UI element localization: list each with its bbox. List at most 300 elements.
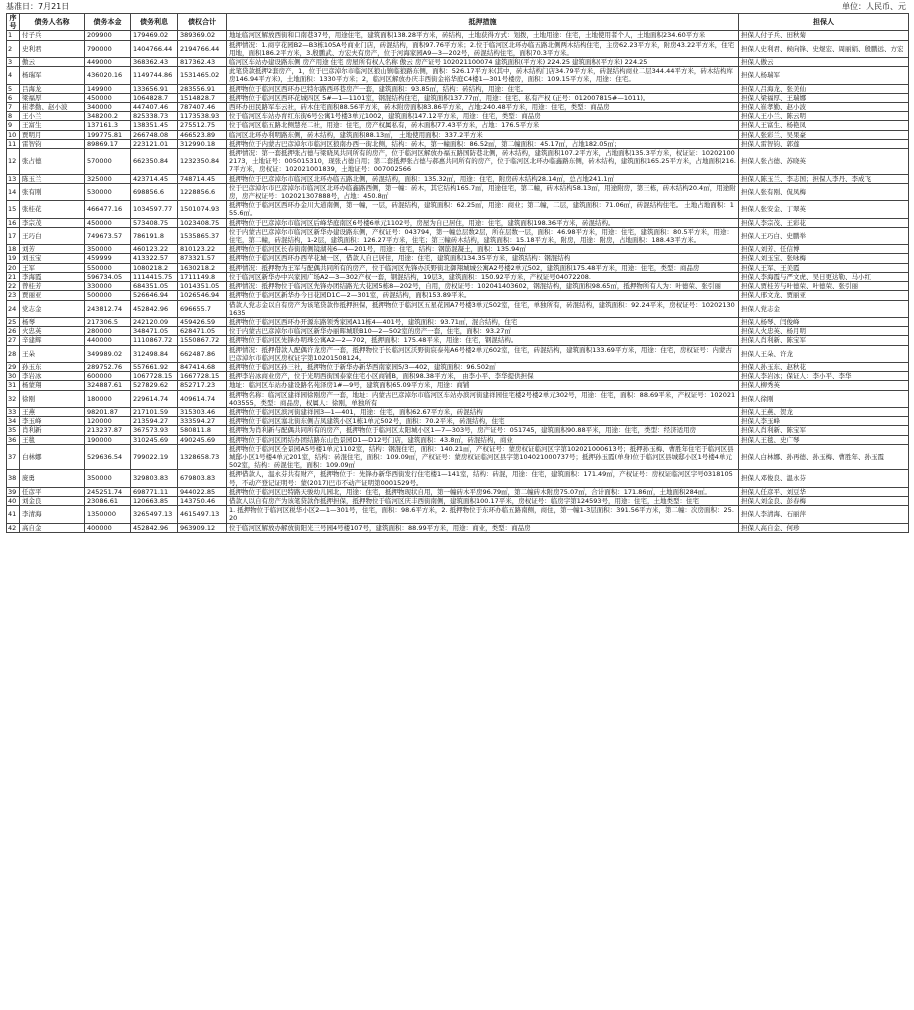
guarantor-names: 担保人刘芳、任信博 [739,245,909,254]
interest-amount: 179469.02 [131,31,178,40]
principal-amount: 98201.87 [85,407,131,416]
principal-amount: 348200.2 [85,112,131,121]
collateral-description: 抵押情况：抵押物为王军与配偶共同所有的房产，位于临河区先锋办沃野街北御翔城城公寓A2号楼2单元502，建筑面积175.48平方米，用途：住宅，类型：商品房 [227,263,739,272]
table-row [7,227,909,244]
collateral-description: 抵押物位于临河区先锋办明珠公寓A2—2—702，抵押面积：175.48平米，用途：住宅，钢混结构。 [227,336,739,345]
principal-amount: 436020.16 [85,67,131,84]
row-number: 11 [7,139,20,148]
total-claim: 1711149.8 [178,272,227,281]
principal-amount: 596734.05 [85,272,131,281]
total-claim: 1232350.84 [178,149,227,175]
principal-amount: 459999 [85,254,131,263]
table-row [7,130,909,139]
interest-amount: 348471.05 [131,327,178,336]
total-claim: 810123.22 [178,245,227,254]
interest-amount: 138351.45 [131,121,178,130]
principal-amount: 89869.17 [85,139,131,148]
interest-amount: 786191.8 [131,227,178,244]
guarantor-names: 担保人李岩冰；保证人：李小平、李华 [739,372,909,381]
guarantor-names: 担保人张占德、苏晓英 [739,149,909,175]
table-row [7,174,909,183]
guarantor-names: 担保人孙玉东、赵秋花 [739,362,909,371]
collateral-description: 位于内蒙古巴彦淖尔市临河区新华办建设路东侧，产权证号：043794，第一幢总层数2层，所在层数一层，面积：46.98平方米，用途：住宅，建筑面积：80.5平方米，用途：住宅，第二幢，砖混结构，1-2层，建筑面积：126.27平方米，住宅；第三幢砖木结构，建筑面积：15.18平方米，附房，用途：附房，占地面积：188.43平方米。 [227,227,739,244]
interest-amount: 1110867.72 [131,336,178,345]
guarantor-names: 担保人火忠英、杨月明 [739,327,909,336]
interest-amount: 223121.01 [131,139,178,148]
principal-amount: 749673.57 [85,227,131,244]
table-row [7,381,909,390]
row-number: 7 [7,103,20,112]
table-row [7,506,909,523]
interest-amount: 825338.73 [131,112,178,121]
total-claim: 1023408.75 [178,218,227,227]
total-claim: 333594.27 [178,417,227,426]
principal-amount: 350000 [85,470,131,487]
table-row [7,183,909,200]
interest-amount: 698856.6 [131,183,178,200]
principal-amount: 400000 [85,523,131,532]
total-claim: 409614.74 [178,390,227,407]
principal-amount: 325000 [85,174,131,183]
guarantor-names: 担保人李清海、石丽萍 [739,506,909,523]
interest-amount: 526646.94 [131,291,178,300]
debtor-name: 贾丽亚 [20,291,85,300]
table-row [7,263,909,272]
debtor-name: 徐刚 [20,390,85,407]
guarantor-names: 担保人王燕、贺龙 [739,407,909,416]
principal-amount: 245251.74 [85,487,131,496]
collateral-description: 抵押物位于内蒙古巴彦淖尔市临河区狼南办西一街北侧，结构：砖木，第一幢面积：86.52㎡，第二幢面积：45.17㎡，占地182.05㎡； [227,139,739,148]
collateral-description: 抵押情况：1.商亨花园B2—B3栋105A号商业门店，砖混结构，面积97.76平方米；2.位于临河区北环办临五路北侧两木结构住宅，主房62.23平方米，附房43.22平方米，住宅用地，面积186.2平方米，3.殷鹏武、方宏夫有房产，位于河海家园A9—3—202号，砖混结构住宅，面积70.3平方米。 [227,40,739,57]
row-number: 10 [7,130,20,139]
principal-amount: 199775.81 [85,130,131,139]
interest-amount: 452842.96 [131,300,178,317]
column-header-debtor: 债务人名称 [20,14,85,31]
collateral-description: 位于内蒙古巴彦淖尔市临河区新华办丽晖城联B10—2—502室的房产一套，住宅，面积：93.27㎡ [227,327,739,336]
guarantor-names: 担保人张安金、丁翠英 [739,201,909,218]
principal-amount: 450000 [85,93,131,102]
collateral-description: 抵押物位于巴彦淖尔市临河区北环办临五路北侧，砖混结构，面积：135.32㎡，用途：住宅，附房砖木结构28.14㎡，总占地241.1㎡ [227,174,739,183]
collateral-description: 此笔贷款抵押2套房产，1，位于巴彦淖尔市临河区狼山镇临狼路东侧，面积：526.17平方米(其中，砖木结构门店34.79平方米，砖混结构商业二层344.44平方米，砖木结构库房146.94平方米)，土地面积：1330平方米；2，临河区解放办庆丰西街金裕华庭C4楼1—301号楼房，面积：109.15平方米，用途：住宅。 [227,67,739,84]
debtor-name: 杨瑞军 [20,67,85,84]
row-number: 15 [7,201,20,218]
guarantor-names: 担保人王巧白、史鹏举 [739,227,909,244]
table-row [7,417,909,426]
table-row [7,121,909,130]
debtor-name: 梁福厚 [20,93,85,102]
table-row [7,291,909,300]
total-claim: 1026546.94 [178,291,227,300]
row-number: 42 [7,523,20,532]
guarantor-names: 担保人肖利新、陈宝军 [739,336,909,345]
guarantor-names: 担保人杨琴、闫俊峰 [739,317,909,326]
debtor-name: 张有刚 [20,183,85,200]
debtor-name: 张占德 [20,149,85,175]
interest-amount: 120663.85 [131,496,178,505]
guarantor-names: 担保人傲云 [739,58,909,67]
principal-amount: 243812.74 [85,300,131,317]
guarantor-names: 担保人邢文龙、贾丽亚 [739,291,909,300]
table-row [7,362,909,371]
interest-amount: 242120.09 [131,317,178,326]
principal-amount: 213237.87 [85,426,131,435]
row-number: 8 [7,112,20,121]
guarantor-names: 担保人杨瑞军 [739,67,909,84]
debtor-name: 曾桂芳 [20,282,85,291]
debtor-name: 肖利新 [20,426,85,435]
interest-amount: 698771.11 [131,487,178,496]
total-claim: 944022.85 [178,487,227,496]
interest-amount: 310245.69 [131,435,178,444]
interest-amount: 229614.74 [131,390,178,407]
total-claim: 1531465.02 [178,67,227,84]
row-number: 41 [7,506,20,523]
principal-amount: 450000 [85,218,131,227]
table-row [7,218,909,227]
principal-amount: 530000 [85,183,131,200]
principal-amount: 790000 [85,40,131,57]
guarantor-names: 担保人李海霞与严文虎、吴日更达勒、马小红 [739,272,909,281]
row-number: 30 [7,372,20,381]
guarantor-names: 担保人王朵、许龙 [739,345,909,362]
total-claim: 628471.05 [178,327,227,336]
column-header-collateral: 抵押措施 [227,14,739,31]
row-number: 26 [7,327,20,336]
interest-amount: 527829.62 [131,381,178,390]
report-header [0,0,914,13]
total-claim: 1014351.05 [178,282,227,291]
table-row [7,407,909,416]
guarantor-names: 担保人张彩兰、吴果豪 [739,130,909,139]
collateral-description: 抵押借款人，温永芬共有财产，抵押物位于：先锋办新华西街发行住宅楼1—141室，结构：砖混，用途：住宅，建筑面积：171.49㎡，产权证号：房权证临河区字号0318105号，不动产登记证明号：蒙(2017)巴市不动产证明第0001529号。 [227,470,739,487]
guarantor-names: 担保人吕海龙、张美仙 [739,84,909,93]
debtor-name: 李海霞 [20,272,85,281]
row-number: 20 [7,263,20,272]
guarantor-names: 担保人梁福厚、王瑞娜 [739,93,909,102]
interest-amount: 413322.57 [131,254,178,263]
debtor-name: 高自金 [20,523,85,532]
collateral-description: 位于临河区解放办解放街阳光三号园4号楼107号，建筑面积：88.99平方米，用途：商业，类型：商品房 [227,523,739,532]
debtor-name: 贾明月 [20,130,85,139]
row-number: 4 [7,67,20,84]
guarantor-names: 担保人史利君、候向锋、史煜宏、周丽娟、殷鹏远、方宏 [739,40,909,57]
interest-amount: 1114415.75 [131,272,178,281]
row-number: 21 [7,272,20,281]
total-claim: 748714.45 [178,174,227,183]
guarantor-names: 担保人党志金 [739,300,909,317]
total-claim: 679803.83 [178,470,227,487]
row-number: 6 [7,93,20,102]
collateral-description: 抵押情况：抵押物位于临河区先锋办团结路光大花园5栋8—202号，自用，房权证号：102041403602，钢混结构，建筑面积98.65㎡，抵押物所有人为：叶德荣、张引丽 [227,282,739,291]
total-claim: 1535865.37 [178,227,227,244]
total-claim: 847414.68 [178,362,227,371]
table-row [7,345,909,362]
debtor-name: 雷智钧 [20,139,85,148]
principal-amount: 190000 [85,435,131,444]
total-claim: 315303.46 [178,407,227,416]
row-number: 13 [7,174,20,183]
total-claim: 580811.8 [178,426,227,435]
table-row [7,426,909,435]
collateral-description: 抵押物位于巴彦淖尔市临河区后峰华庭南区6号楼6单元1102号，房屋为自已居住，用途：住宅，建筑面积198.36平方米，砖混结构。 [227,218,739,227]
table-row [7,93,909,102]
debtor-name: 史利君 [20,40,85,57]
interest-amount: 367573.93 [131,426,178,435]
row-number: 2 [7,40,20,57]
principal-amount: 120000 [85,417,131,426]
guarantor-names: 担保人崔孝勤、赵小波 [739,103,909,112]
guarantor-names: 担保人王毯、史广琴 [739,435,909,444]
column-header-interest: 债务利息 [131,14,178,31]
collateral-description: 抵押物位于临河区长春街南侧镜湖苑6—4—201号，用途：住宅，结构：钢筋混凝土，面积：135.94㎡ [227,245,739,254]
debtor-name: 吕海龙 [20,84,85,93]
table-row [7,31,909,40]
column-header-no: 序号 [7,14,20,31]
guarantor-names: 担保人刘玉宝、张咏梅 [739,254,909,263]
table-row [7,317,909,326]
total-claim: 963909.12 [178,523,227,532]
collateral-description: 抵押物位于临河区全景园A5号楼1单元1102室，结构：钢混住宅，面积：140.21㎡，产权证号：蒙房权证临河区字第102021000613号；抵押孙玉梅、曹胜年住宅于临河区县城邸小区1号楼4单元201室，结构：砖混住宅，面积：109.09㎡，产权证号：蒙房权证临河区县字第104021000737号；抵押孙玉霞(单身)位于临河区县城邸小区1号楼4单元502室，结构：砖混住宅，面积：109.09㎡ [227,444,739,470]
collateral-description: 位于临河区新华办中兴家园广场A2—3—302产权一套，钢混结构，19层3，建筑面积：150.92平方米，产权证号04072208. [227,272,739,281]
debtor-name: 王巧白 [20,227,85,244]
row-number: 39 [7,487,20,496]
table-row [7,84,909,93]
collateral-description: 1. 抵押物位于临河区税华小区2—1—301号，住宅，面积：98.6平方米，2. 抵押物位于东环办临五路南侧，商住，第一幢1-3层面积：391.56平方米，第二幢：次房面积：25.20 [227,506,739,523]
debt-collateral-table [6,13,909,533]
row-number: 1 [7,31,20,40]
debtor-name: 王军 [20,263,85,272]
row-number: 19 [7,254,20,263]
total-claim: 1667728.15 [178,372,227,381]
row-number: 27 [7,336,20,345]
principal-amount: 466477.16 [85,201,131,218]
collateral-description: 抵押物位于临河区团结办团结路东山色景园D1—D12号门店，建筑面积：43.8㎡，砖混结构，商业 [227,435,739,444]
guarantor-names: 担保人李宗茂、王彩花 [739,218,909,227]
total-claim: 466523.89 [178,130,227,139]
interest-amount: 557661.92 [131,362,178,371]
row-number: 12 [7,149,20,175]
interest-amount: 1034597.77 [131,201,178,218]
table-row [7,444,909,470]
total-claim: 1550867.72 [178,336,227,345]
interest-amount: 133656.91 [131,84,178,93]
total-claim: 2194766.44 [178,40,227,57]
guarantor-names: 担保人邓俊良、温永芬 [739,470,909,487]
debtor-name: 刘金良 [20,496,85,505]
interest-amount: 1080218.2 [131,263,178,272]
principal-amount: 350000 [85,245,131,254]
interest-amount: 799022.19 [131,444,178,470]
total-claim: 1328658.73 [178,444,227,470]
guarantor-names: 担保人雷智钧、郭莲 [739,139,909,148]
debtor-name: 王燕 [20,407,85,416]
table-row [7,272,909,281]
principal-amount: 550000 [85,263,131,272]
debtor-name: 党志金 [20,300,85,317]
debtor-name: 杨琴 [20,317,85,326]
total-claim: 1173538.93 [178,112,227,121]
principal-amount: 449000 [85,58,131,67]
guarantor-names: 担保人徐刚 [739,390,909,407]
base-date-label: 基准日：7月21日 [6,2,70,11]
guarantor-names: 担保人白林娜、孙再德、孙玉梅、曹胜年、孙玉霞 [739,444,909,470]
interest-amount: 1149744.86 [131,67,178,84]
principal-amount: 570000 [85,149,131,175]
collateral-description: 抵押物位于临河区滨河街建祥园3—1—401，用途：住宅，面积62.67平方米，砖混结构 [227,407,739,416]
collateral-description: 借款人以自有房产为该笔贷款作抵押担保，抵押物位于临河区庆丰西街南侧，建筑面积100.17平米，房权证号：临房字第124593号，用途：住宅，土地类型：住宅 [227,496,739,505]
collateral-description: 抵押物位于临河区西环办巴特尔路西环巷房产一套，建筑面积：93.85㎡，结构：砖结构，用途：住宅。 [227,84,739,93]
row-number: 22 [7,282,20,291]
collateral-description: 抵押物位于临河区孙三社，抵押物位于新华办新华西南家园5/3—402，建筑面积：96.502㎡ [227,362,739,371]
interest-amount: 213594.27 [131,417,178,426]
debtor-name: 李玉峰 [20,417,85,426]
column-header-total: 债权合计 [178,14,227,31]
table-row [7,487,909,496]
debtor-name: 王小兰 [20,112,85,121]
principal-amount: 349989.02 [85,345,131,362]
row-number: 34 [7,417,20,426]
interest-amount: 1067728.15 [131,372,178,381]
debtor-name: 崔孝勤、赵小波 [20,103,85,112]
interest-amount: 662350.84 [131,149,178,175]
row-number: 40 [7,496,20,505]
principal-amount: 209900 [85,31,131,40]
collateral-description: 地址临河区解放西街和口南巷37号，用途住宅，建筑面积138.28平方米，砖结构，土地获得方式：划拨，土地用途：住宅，土地使用者个人，土地面积234.60平方米 [227,31,739,40]
principal-amount: 330000 [85,282,131,291]
row-number: 14 [7,183,20,200]
row-number: 23 [7,291,20,300]
total-claim: 662487.86 [178,345,227,362]
guarantor-names: 担保人陈玉兰、李志国；担保人李丹、李成飞 [739,174,909,183]
collateral-description: 临河区车站办建设路东侧 房产用途 住宅 房屋所有权人名称 傲云 房产证号 102021100074 建筑面积(平方米) 224.25 建筑面积(平方米) 224.25 [227,58,739,67]
table-row [7,149,909,175]
interest-amount: 266748.08 [131,130,178,139]
principal-amount: 149900 [85,84,131,93]
interest-amount: 217101.59 [131,407,178,416]
interest-amount: 329803.83 [131,470,178,487]
row-number: 24 [7,300,20,317]
guarantor-names: 担保人柳秀英 [739,381,909,390]
debtor-name: 王毯 [20,435,85,444]
collateral-description: 抵押李岩冰商业房产，位于光明西街国泰家住宅小区商铺B，面积98.38平方米， 由李小平、李华提供担保 [227,372,739,381]
total-claim: 283556.91 [178,84,227,93]
table-row [7,372,909,381]
table-row [7,390,909,407]
row-number: 38 [7,470,20,487]
principal-amount: 280000 [85,327,131,336]
table-row [7,435,909,444]
guarantor-names: 担保人王富生、杨艳凤 [739,121,909,130]
guarantor-names: 担保人张有刚、侃凤梅 [739,183,909,200]
total-claim: 787407.46 [178,103,227,112]
principal-amount: 180000 [85,390,131,407]
principal-amount: 600000 [85,372,131,381]
total-claim: 4615497.13 [178,506,227,523]
principal-amount: 289752.76 [85,362,131,371]
debtor-name: 刘芳 [20,245,85,254]
row-number: 16 [7,218,20,227]
guarantor-names: 担保人王军、王美霞 [739,263,909,272]
total-claim: 490245.69 [178,435,227,444]
principal-amount: 340000 [85,103,131,112]
debtor-name: 杨蒙翔 [20,381,85,390]
collateral-description: 抵押物位于临河区西环办开源东路领秀家园A11栋4—401号，建筑面积：93.71㎡，混合结构，住宅 [227,317,739,326]
table-row [7,327,909,336]
currency-unit-label: 单位：人民币、元 [842,2,906,11]
column-header-guarantor: 担保人 [739,14,909,31]
debtor-name: 火忠英 [20,327,85,336]
interest-amount: 312498.84 [131,345,178,362]
guarantor-names: 担保人贾桂芳与叶德荣、叶德荣、张引丽 [739,282,909,291]
collateral-description: 借款人党志金以自有房产为该笔贷款作抵押担保，抵押物位于临河区五星花园A7号楼3单元502室，住宅，单独所有，砖混结构，建筑面积：92.24平米，房权证号：102021301635 [227,300,739,317]
table-row [7,470,909,487]
total-claim: 1228856.6 [178,183,227,200]
collateral-description: 抵押物名称：临河区建祥园徐刚房产一套，地址：内蒙古巴彦淖尔市临河区车站办滨河街建祥园住宅楼2号楼2单元302号，用途：住宅，面积：88.69平米，产权证号：102021403555，类型：商品房，权属人：徐刚，单独所有 [227,390,739,407]
collateral-description: 位于临河区车站办育红东街6号公寓1号楼3单元1002，建筑面积147.12平方米，用途：住宅，类型：商品房 [227,112,739,121]
principal-amount: 500000 [85,291,131,300]
table-row [7,67,909,84]
total-claim: 1630218.2 [178,263,227,272]
total-claim: 389369.02 [178,31,227,40]
row-number: 9 [7,121,20,130]
table-row [7,300,909,317]
interest-amount: 3265497.13 [131,506,178,523]
table-row [7,201,909,218]
total-claim: 817362.43 [178,58,227,67]
debtor-name: 孙玉东 [20,362,85,371]
collateral-description: 抵押物位于临河区塞北街东侧吉凤建筑小区1栋1单元502号，面积：70.2平米，砖混结构，住宅 [227,417,739,426]
row-number: 36 [7,435,20,444]
total-claim: 1501074.93 [178,201,227,218]
interest-amount: 423714.45 [131,174,178,183]
table-row [7,40,909,57]
interest-amount: 447407.46 [131,103,178,112]
principal-amount: 137161.3 [85,121,131,130]
debtor-name: 庞勇 [20,470,85,487]
interest-amount: 1064828.7 [131,93,178,102]
total-claim: 459426.59 [178,317,227,326]
collateral-description: 抵押物位于临河区西环花城四区 5#—1—1101室，钢混结构住宅，建筑面积137.77㎡，用途：住宅、私有产权 (正号：012007815#—1011)。 [227,93,739,102]
table-row [7,112,909,121]
table-row [7,523,909,532]
debtor-name: 王朵 [20,345,85,362]
debtor-name: 李岩冰 [20,372,85,381]
row-number: 17 [7,227,20,244]
principal-amount: 217306.5 [85,317,131,326]
debtor-name: 李清海 [20,506,85,523]
guarantor-names: 担保人刘金良、彭春梅 [739,496,909,505]
collateral-description: 临河区北环办利明路东侧，砖木结构，建筑面积88.13㎡， 土地使用面积：337.2平方米 [227,130,739,139]
collateral-description: 西环办田民路军车云社，砖木住宅面积88.56平方米，砖木附房面积83.86平方米，占地:240.48平方米，用途：住宅，类型：商品房 [227,103,739,112]
collateral-description: 抵押物位于临河区西环办西苹花城一区，借款人自已居住，用途：住宅，建筑面积134.35平方米，建筑结构：钢混结构 [227,254,739,263]
guarantor-names: 担保人付子兵、田秋菊 [739,31,909,40]
row-number: 3 [7,58,20,67]
row-number: 32 [7,390,20,407]
table-row [7,58,909,67]
guarantor-names: 担保人李玉峰 [739,417,909,426]
collateral-description: 地址：临河区车站办建设路名苑泽房1#—9号，建筑面积65.09平方米，用途：商铺 [227,381,739,390]
row-number: 35 [7,426,20,435]
table-body [7,31,909,532]
debtor-name: 刘玉宝 [20,254,85,263]
total-claim: 275512.75 [178,121,227,130]
debtor-name: 王富生 [20,121,85,130]
collateral-description: 抵押情况：抵押借款人配偶许龙房产一套，抵押物位于长临河区沃野街宸泰苑A6号楼2单元602室，住宅，砖混结构，建筑面积133.69平方米，用途：住宅，房权证号：内蒙古巴彦淖尔市临河区房权证字第10201508124。 [227,345,739,362]
table-row [7,336,909,345]
row-number: 25 [7,317,20,326]
guarantor-names: 担保人任彦平、刘豆华 [739,487,909,496]
column-header-principal: 债务本金 [85,14,131,31]
